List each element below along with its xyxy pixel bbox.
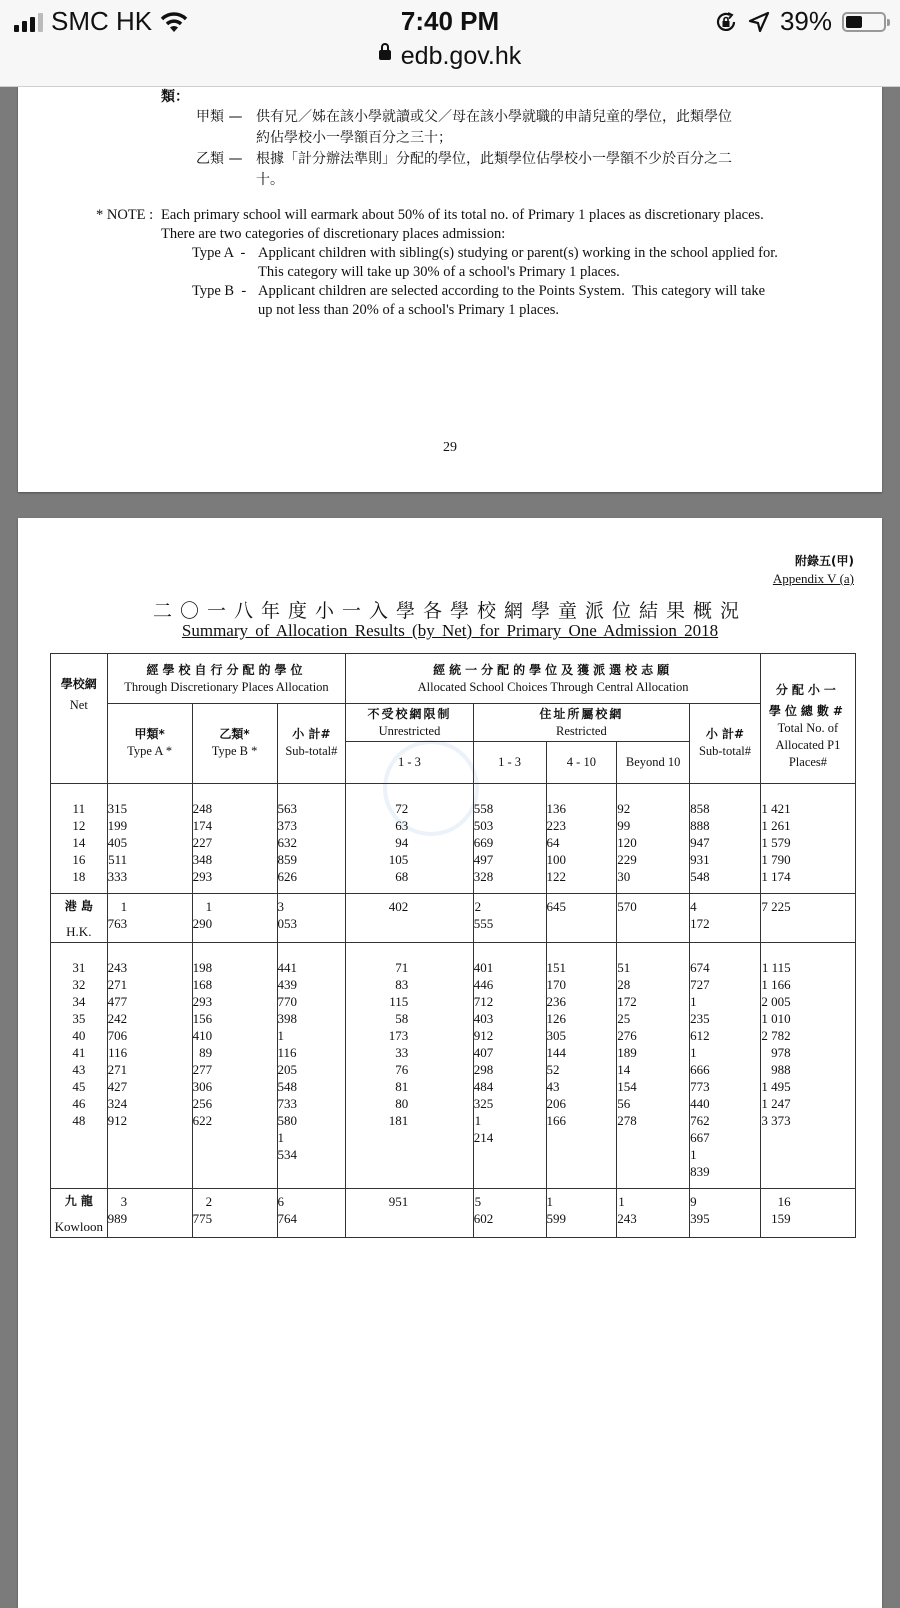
region-name-en: H.K. (66, 924, 92, 939)
net-id: 48 (72, 1113, 86, 1128)
table-cell-value: 439 (277, 977, 297, 992)
note-line-1: Each primary school will earmark about 50% of its total no. of Primary 1 places as discretionary places. (161, 207, 764, 223)
carrier-name: SMC HK (51, 6, 153, 36)
type-b-line-1: Applicant children are selected according to the Points System. This category will take (258, 283, 766, 299)
note-label: * NOTE : (96, 207, 154, 223)
table-cell-value: 144 (546, 1045, 566, 1060)
type-b-label: Type B - (192, 283, 247, 299)
appendix-label-en: Appendix V (a) (772, 571, 854, 586)
header-discretionary: 經學校自行分配的學位 Through Discretionary Places Allocation (107, 654, 346, 704)
table-cell-value: 446 (473, 977, 494, 992)
table-cell-value: 497 (473, 852, 494, 867)
net-id: 14 (72, 835, 86, 850)
net-id: 45 (72, 1079, 86, 1094)
region-name-cell (51, 894, 108, 943)
value-column-cell (760, 943, 855, 1189)
table-cell-value: 168 (192, 977, 213, 992)
url-text: edb.gov.hk (400, 42, 522, 70)
pdf-page-appendix (18, 518, 882, 1608)
clock: 7:40 PM (400, 6, 500, 36)
table-cell-value: 315 (107, 801, 128, 816)
table-cell-value: 548 (277, 1079, 297, 1094)
table-cell-value: 154 (617, 1079, 637, 1094)
table-cell-value: 733 (277, 1096, 297, 1111)
value-column-cell (617, 784, 690, 894)
region-total-value: 1 599 (546, 1189, 617, 1238)
table-cell-value: 126 (546, 1011, 566, 1026)
region-total-value: 951 (346, 1189, 473, 1238)
cn-type-b-line-1: 根據「計分辦法準則」分配的學位，此類學位佔學校小一學額不少於百分之二 (256, 151, 732, 167)
table-cell-value: 89 (199, 1045, 213, 1060)
table-cell-value: 206 (546, 1096, 566, 1111)
table-cell-value: 181 (388, 1113, 409, 1128)
net-column-cell (51, 943, 108, 1189)
table-cell-value: 174 (192, 818, 213, 833)
status-right (714, 6, 886, 37)
table-cell-value: 912 (473, 1028, 494, 1043)
value-column-cell (546, 784, 617, 894)
net-id: 18 (72, 869, 86, 884)
table-cell-value: 92 (617, 801, 631, 816)
table-cell-value: 947 (690, 835, 710, 850)
table-cell-value: 859 (277, 852, 297, 867)
net-id: 46 (72, 1096, 86, 1111)
net-id: 32 (72, 977, 86, 992)
header-restricted: 住址所屬校網 Restricted (473, 704, 689, 742)
table-cell-value: 2 782 (761, 1028, 791, 1043)
table-cell-value: 256 (192, 1096, 213, 1111)
value-column-cell (690, 784, 761, 894)
region-total-value: 16 159 (760, 1189, 855, 1238)
table-cell-value: 248 (192, 801, 213, 816)
table-cell-value: 762 (690, 1113, 710, 1128)
table-cell-value: 988 (771, 1062, 791, 1077)
table-cell-value: 43 (546, 1079, 560, 1094)
table-cell-value: 373 (277, 818, 297, 833)
table-cell-value: 669 (473, 835, 494, 850)
table-cell-value: 410 (192, 1028, 213, 1043)
header-unrestricted: 不受校網限制 Unrestricted (346, 704, 473, 742)
table-cell-value: 770 (277, 994, 297, 1009)
cn-type-a-line-1: 供有兄／姊在該小學就讀或父／母在該小學就職的申請兒童的學位，此類學位 (256, 109, 732, 125)
table-cell-value: 64 (546, 835, 560, 850)
table-cell-value: 1 579 (761, 835, 791, 850)
value-column-cell (107, 943, 192, 1189)
region-name-en: Kowloon (54, 1219, 103, 1234)
table-cell-value: 727 (690, 977, 710, 992)
table-cell-value: 14 (617, 1062, 631, 1077)
table-cell-value: 328 (473, 869, 494, 884)
table-cell-value: 1 174 (761, 869, 791, 884)
table-cell-value: 122 (546, 869, 566, 884)
table-cell-value: 477 (107, 994, 128, 1009)
type-a-line-2: This category will take up 30% of a school's Primary 1 places. (258, 264, 620, 280)
header-net: 學校網 Net (51, 654, 108, 784)
table-cell-value: 227 (192, 835, 213, 850)
region-name-cell (51, 1189, 108, 1238)
table-cell-value: 278 (617, 1113, 637, 1128)
region-total-value: 402 (346, 894, 473, 943)
region-total-value: 5 602 (473, 1189, 546, 1238)
table-cell-value: 76 (395, 1062, 409, 1077)
value-column-cell (277, 784, 346, 894)
table-cell-value: 105 (388, 852, 409, 867)
cn-type-b-label: 乙類 — (196, 151, 243, 167)
location-arrow-icon (748, 11, 770, 33)
table-cell-value: 1 534 (277, 1130, 297, 1162)
table-cell-value: 1 421 (761, 801, 791, 816)
header-central: 經統一分配的學位及獲派選校志願 Allocated School Choices Through Central Allocation (346, 654, 761, 704)
table-cell-value: 293 (192, 869, 213, 884)
table-cell-value: 563 (277, 801, 297, 816)
table-cell-value: 2 005 (761, 994, 791, 1009)
table-cell-value: 80 (395, 1096, 409, 1111)
title-cn: 二〇一八年度小一入學各學校網學童派位結果概況 (152, 600, 747, 622)
table-cell-value: 243 (107, 960, 128, 975)
table-body (51, 784, 856, 1238)
table-cell-value: 1 116 (277, 1028, 297, 1060)
table-cell-value: 68 (395, 869, 409, 884)
value-column-cell (346, 784, 473, 894)
appendix-label-cn: 附錄五(甲) (795, 554, 854, 568)
value-column-cell (192, 784, 277, 894)
region-block-0 (51, 784, 856, 894)
table-cell-value: 173 (388, 1028, 409, 1043)
table-cell-value: 858 (690, 801, 710, 816)
table-cell-value: 612 (690, 1028, 710, 1043)
table-cell-value: 706 (107, 1028, 128, 1043)
table-cell-value: 511 (108, 852, 128, 867)
cn-type-a-label: 甲類 — (196, 109, 243, 125)
value-column-cell (277, 943, 346, 1189)
region-total-value: 1 243 (617, 1189, 690, 1238)
table-cell-value: 58 (395, 1011, 409, 1026)
table-cell-value: 236 (546, 994, 566, 1009)
table-cell-value: 978 (771, 1045, 791, 1060)
region-total-value: 4 172 (690, 894, 761, 943)
table-cell-value: 115 (389, 994, 409, 1009)
table-cell-value: 398 (277, 1011, 297, 1026)
table-cell-value: 1 214 (473, 1113, 494, 1145)
table-cell-value: 405 (107, 835, 128, 850)
region-total-value: 3 989 (107, 1189, 192, 1238)
table-cell-value: 56 (617, 1096, 631, 1111)
value-column-cell (346, 943, 473, 1189)
table-cell-value: 1 247 (761, 1096, 791, 1111)
net-id: 34 (72, 994, 86, 1009)
table-cell-value: 63 (395, 818, 409, 833)
type-a-line-1: Applicant children with sibling(s) studying or parent(s) working in the school applied for. (258, 245, 778, 261)
table-cell-value: 441 (277, 960, 297, 975)
cut-heading: 類： (161, 89, 189, 105)
table-cell-value: 156 (192, 1011, 213, 1026)
header-restricted-1-3: 1 - 3 (473, 742, 546, 784)
allocation-table (50, 653, 856, 1238)
table-cell-value: 100 (546, 852, 566, 867)
table-cell-value: 1 839 (690, 1147, 710, 1179)
net-id: 43 (72, 1062, 86, 1077)
region-total-value: 6 764 (277, 1189, 346, 1238)
table-cell-value: 81 (395, 1079, 409, 1094)
table-cell-value: 403 (473, 1011, 494, 1026)
table-cell-value: 271 (107, 1062, 128, 1077)
table-cell-value: 242 (107, 1011, 128, 1026)
net-column-cell (51, 784, 108, 894)
table-cell-value: 83 (395, 977, 409, 992)
table-cell-value: 1 166 (761, 977, 791, 992)
header-type-b: 乙類* Type B * (192, 704, 277, 784)
header-total: 分配小一 學位總數# Total No. of Allocated P1 Places# (760, 654, 855, 784)
table-cell-value: 407 (473, 1045, 494, 1060)
table-cell-value: 3 373 (761, 1113, 791, 1128)
table-cell-value: 503 (473, 818, 494, 833)
table-cell-value: 198 (192, 960, 213, 975)
region-total-value: 9 395 (690, 1189, 761, 1238)
pdf-page-29 (18, 60, 882, 492)
type-a-label: Type A - (192, 245, 246, 261)
table-cell-value: 28 (617, 977, 631, 992)
table-cell-value: 427 (107, 1079, 128, 1094)
table-cell-value: 199 (107, 818, 128, 833)
title-en: Summary of Allocation Results (by Net) for Primary One Admission 2018 (181, 621, 719, 640)
table-cell-value: 440 (690, 1096, 710, 1111)
table-cell-value: 1 235 (690, 994, 710, 1026)
table-cell-value: 333 (107, 869, 128, 884)
table-cell-value: 136 (546, 801, 566, 816)
net-id: 16 (72, 852, 86, 867)
status-bar (0, 0, 900, 87)
net-id: 40 (72, 1028, 86, 1043)
table-cell-value: 306 (192, 1079, 213, 1094)
header-unrestricted-1-3: 1 - 3 (346, 742, 473, 784)
table-cell-value: 1 010 (761, 1011, 791, 1026)
region-total-value: 645 (546, 894, 617, 943)
region-total-value: 1 290 (192, 894, 277, 943)
region-total-value: 570 (617, 894, 690, 943)
battery-percent: 39% (779, 6, 832, 36)
table-cell-value: 348 (192, 852, 213, 867)
table-cell-value: 99 (617, 818, 631, 833)
table-cell-value: 580 (277, 1113, 297, 1128)
page-number: 29 (443, 440, 457, 455)
table-cell-value: 1 790 (761, 852, 791, 867)
cn-type-a-line-2: 約佔學校小一學額百分之三十； (256, 130, 452, 146)
value-column-cell (473, 943, 546, 1189)
table-cell-value: 151 (546, 960, 566, 975)
header-discretionary-subtotal: 小 計# Sub-total# (277, 704, 346, 784)
table-cell-value: 120 (617, 835, 637, 850)
table-cell-value: 229 (617, 852, 637, 867)
value-column-cell (760, 784, 855, 894)
table-cell-value: 30 (617, 869, 631, 884)
battery-icon (842, 12, 886, 32)
table-cell-value: 712 (473, 994, 494, 1009)
table-cell-value: 166 (546, 1113, 566, 1128)
table-cell-value: 558 (473, 801, 494, 816)
table-cell-value: 674 (690, 960, 710, 975)
header-restricted-beyond-10: Beyond 10 (617, 742, 690, 784)
table-cell-value: 622 (192, 1113, 213, 1128)
table-cell-value: 277 (192, 1062, 213, 1077)
table-cell-value: 94 (395, 835, 409, 850)
header-restricted-4-10: 4 - 10 (546, 742, 617, 784)
region-total-value: 2 775 (192, 1189, 277, 1238)
table-cell-value: 116 (108, 1045, 128, 1060)
lock-icon (379, 50, 391, 60)
table-cell-value: 205 (277, 1062, 297, 1077)
table-cell-value: 931 (690, 852, 710, 867)
net-id: 31 (72, 960, 86, 975)
value-column-cell (107, 784, 192, 894)
table-cell-value: 170 (546, 977, 566, 992)
region-total-value: 7 225 (760, 894, 855, 943)
table-cell-value: 626 (277, 869, 297, 884)
table-cell-value: 172 (617, 994, 637, 1009)
table-cell-value: 305 (546, 1028, 566, 1043)
table-cell-value: 276 (617, 1028, 637, 1043)
region-name-cn: 九 龍 (64, 1194, 93, 1208)
table-cell-value: 548 (690, 869, 710, 884)
region-total-row (51, 1189, 856, 1238)
orientation-lock-icon (714, 10, 738, 34)
table-cell-value: 324 (107, 1096, 128, 1111)
table-cell-value: 888 (690, 818, 710, 833)
header-type-a: 甲類* Type A * (107, 704, 192, 784)
value-column-cell (617, 943, 690, 1189)
table-cell-value: 325 (473, 1096, 494, 1111)
table-cell-value: 298 (473, 1062, 494, 1077)
value-column-cell (192, 943, 277, 1189)
table-cell-value: 271 (107, 977, 128, 992)
net-id: 35 (72, 1011, 86, 1026)
cn-type-b-line-2: 十。 (256, 172, 284, 188)
table-cell-value: 401 (473, 960, 494, 975)
value-column-cell (690, 943, 761, 1189)
table-cell-value: 71 (395, 960, 409, 975)
table-cell-value: 25 (617, 1011, 631, 1026)
table-cell-value: 52 (546, 1062, 560, 1077)
table-cell-value: 1 666 (690, 1045, 710, 1077)
note-line-2: There are two categories of discretionary places admission: (161, 226, 506, 242)
table-cell-value: 667 (690, 1130, 710, 1145)
region-total-value: 3 053 (277, 894, 346, 943)
region-total-row (51, 894, 856, 943)
region-name-cn: 港 島 (64, 899, 93, 913)
table-cell-value: 293 (192, 994, 213, 1009)
net-id: 12 (72, 818, 86, 833)
net-id: 41 (72, 1045, 86, 1060)
type-b-line-2: up not less than 20% of a school's Primary 1 places. (258, 302, 560, 318)
table-cell-value: 72 (395, 801, 409, 816)
table-cell-value: 773 (690, 1079, 710, 1094)
table-cell-value: 33 (395, 1045, 409, 1060)
table-cell-value: 1 495 (761, 1079, 791, 1094)
value-column-cell (546, 943, 617, 1189)
region-total-value: 2 555 (473, 894, 546, 943)
table-cell-value: 189 (617, 1045, 637, 1060)
table-cell-value: 51 (617, 960, 631, 975)
net-id: 11 (72, 801, 86, 816)
region-total-value: 1 763 (107, 894, 192, 943)
table-cell-value: 223 (546, 818, 566, 833)
table-cell-value: 1 261 (761, 818, 791, 833)
table-cell-value: 484 (473, 1079, 494, 1094)
header-central-subtotal: 小 計# Sub-total# (690, 704, 761, 784)
address-bar[interactable] (0, 42, 900, 71)
table-cell-value: 632 (277, 835, 297, 850)
table-cell-value: 1 115 (761, 960, 791, 975)
region-block-1 (51, 943, 856, 1189)
value-column-cell (473, 784, 546, 894)
table-cell-value: 912 (107, 1113, 128, 1128)
